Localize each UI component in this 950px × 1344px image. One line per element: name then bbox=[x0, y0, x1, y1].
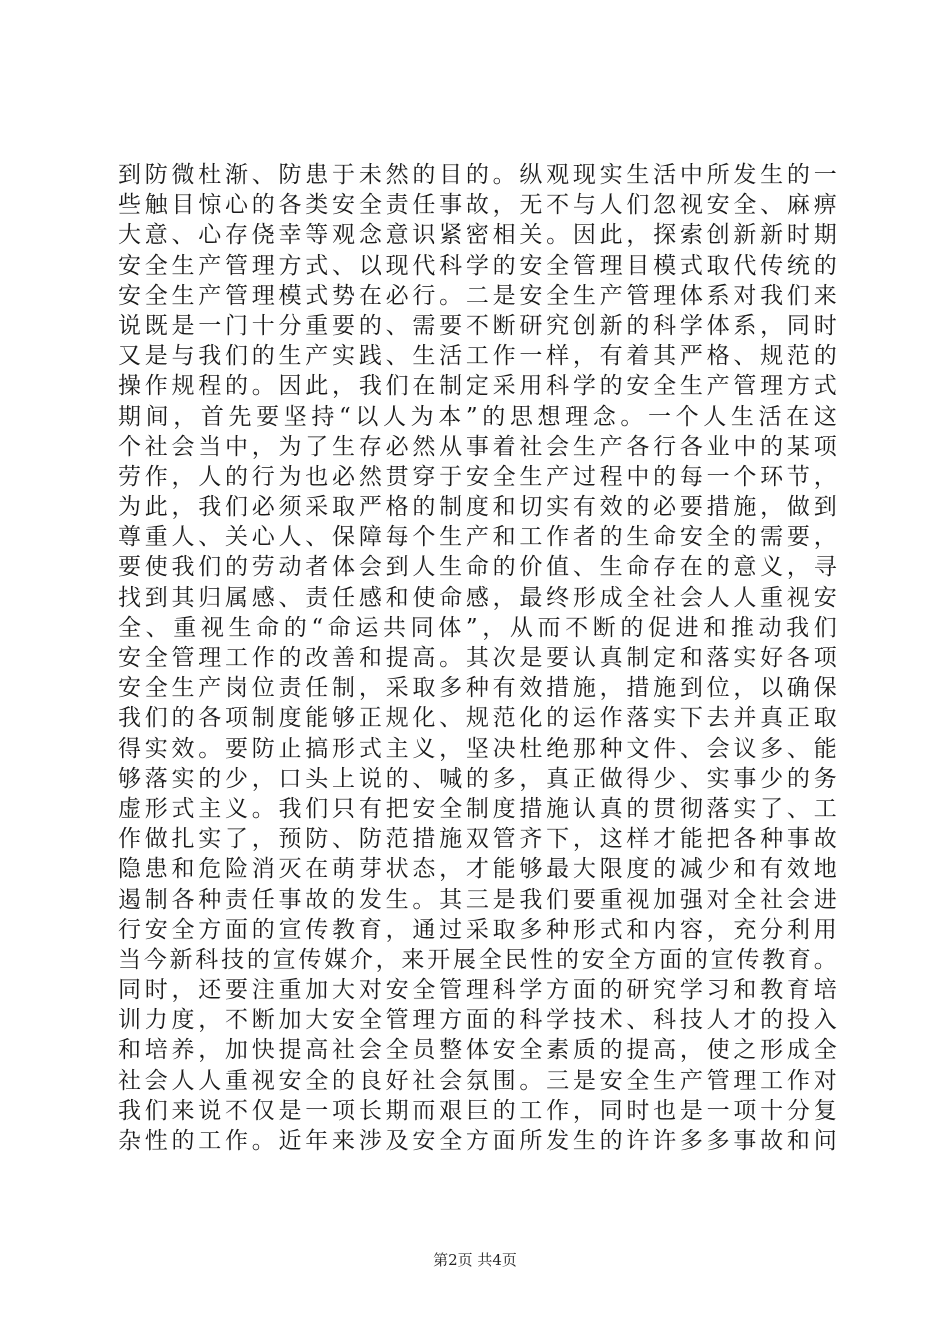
text-line: 够落实的少，口头上说的、喊的多，真正做得少、实事少的务 bbox=[118, 765, 838, 792]
text-line: 安全生产管理模式势在必行。二是安全生产管理体系对我们来 bbox=[118, 282, 838, 309]
text-line: 遏制各种责任事故的发生。其三是我们要重视加强对全社会进 bbox=[118, 886, 838, 913]
text-line: 到防微杜渐、防患于未然的目的。纵观现实生活中所发生的一 bbox=[118, 162, 838, 188]
text-line: 虚形式主义。我们只有把安全制度措施认真的贯彻落实了、工 bbox=[118, 795, 838, 822]
text-line: 我们来说不仅是一项长期而艰巨的工作，同时也是一项十分复 bbox=[118, 1097, 838, 1124]
text-line: 作做扎实了，预防、防范措施双管齐下，这样才能把各种事故 bbox=[118, 826, 838, 853]
text-line: 行安全方面的宣传教育，通过采取多种形式和内容，充分利用 bbox=[118, 916, 838, 943]
text-line: 当今新科技的宣传媒介，来开展全民性的安全方面的宣传教育。 bbox=[118, 946, 838, 973]
text-line: 全、重视生命的“命运共同体”，从而不断的促进和推动我们 bbox=[118, 614, 838, 641]
text-line: 安全生产管理方式、以现代科学的安全管理目模式取代传统的 bbox=[118, 252, 838, 279]
text-line: 社会人人重视安全的良好社会氛围。三是安全生产管理工作对 bbox=[118, 1067, 838, 1094]
text-line: 训力度，不断加大安全管理方面的科学技术、科技人才的投入 bbox=[118, 1007, 838, 1034]
text-line: 尊重人、关心人、保障每个生产和工作者的生命安全的需要， bbox=[118, 524, 838, 551]
text-line: 杂性的工作。近年来涉及安全方面所发生的许许多多事故和问 bbox=[118, 1128, 838, 1154]
page-footer: 第2页 共4页 bbox=[433, 1251, 517, 1269]
text-line: 些触目惊心的各类安全责任事故，无不与人们忽视安全、麻痹 bbox=[118, 192, 838, 219]
text-line: 我们的各项制度能够正规化、规范化的运作落实下去并真正取 bbox=[118, 705, 838, 732]
text-line: 大意、心存侥幸等观念意识紧密相关。因此，探索创新新时期 bbox=[118, 222, 838, 249]
text-line: 和培养，加快提高社会全员整体安全素质的提高，使之形成全 bbox=[118, 1037, 838, 1064]
text-line: 劳作，人的行为也必然贯穿于安全生产过程中的每一个环节， bbox=[118, 463, 838, 490]
text-line: 又是与我们的生产实践、生活工作一样，有着其严格、规范的 bbox=[118, 343, 838, 370]
text-line: 为此，我们必须采取严格的制度和切实有效的必要措施，做到 bbox=[118, 494, 838, 521]
text-line: 安全生产岗位责任制，采取多种有效措施，措施到位，以确保 bbox=[118, 675, 838, 702]
text-line: 同时，还要注重加大对安全管理科学方面的研究学习和教育培 bbox=[118, 977, 838, 1004]
text-line: 要使我们的劳动者体会到人生命的价值、生命存在的意义，寻 bbox=[118, 554, 838, 581]
text-line: 个社会当中，为了生存必然从事着社会生产各行各业中的某项 bbox=[118, 433, 838, 460]
text-line: 隐患和危险消灭在萌芽状态，才能够最大限度的减少和有效地 bbox=[118, 856, 838, 883]
text-line: 得实效。要防止搞形式主义，坚决杜绝那种文件、会议多、能 bbox=[118, 735, 838, 762]
text-line: 说既是一门十分重要的、需要不断研究创新的科学体系，同时 bbox=[118, 312, 838, 339]
text-line: 期间，首先要坚持“以人为本”的思想理念。一个人生活在这 bbox=[118, 403, 838, 430]
text-line: 安全管理工作的改善和提高。其次是要认真制定和落实好各项 bbox=[118, 645, 838, 671]
body-paragraph bbox=[118, 160, 838, 1156]
text-line: 找到其归属感、责任感和使命感，最终形成全社会人人重视安 bbox=[118, 584, 838, 611]
text-line: 操作规程的。因此，我们在制定采用科学的安全生产管理方式 bbox=[118, 373, 838, 400]
